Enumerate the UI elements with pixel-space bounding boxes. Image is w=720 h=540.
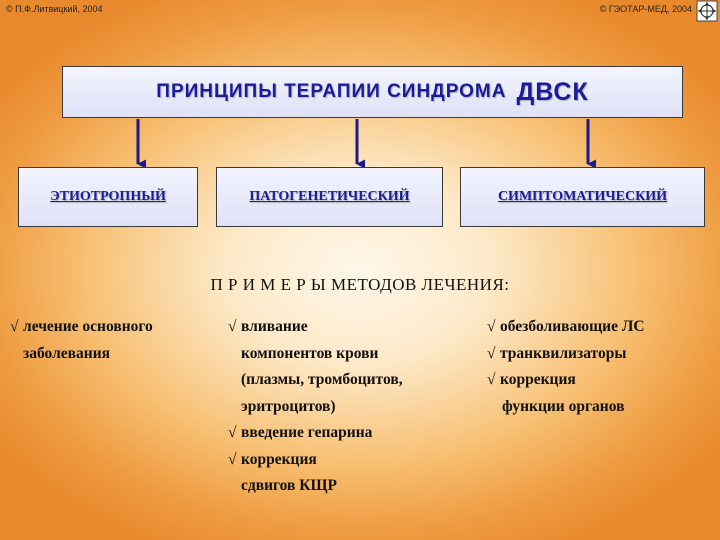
list-item xyxy=(228,447,403,474)
item-text: коррекция xyxy=(241,450,317,468)
item-text: введение гепарина xyxy=(241,424,373,441)
category-pathogenetic xyxy=(216,167,443,227)
category-label: ЭТИОТРОПНЫЙ xyxy=(50,189,166,204)
check-mark: √ xyxy=(487,344,496,362)
category-etiotropic xyxy=(18,167,198,227)
check-mark: √ xyxy=(228,318,237,335)
item-text: эритроцитов) xyxy=(241,397,336,415)
column-pathogenetic xyxy=(228,314,403,500)
item-text: обезболивающие ЛС xyxy=(500,318,645,335)
list-item xyxy=(228,420,403,447)
list-item xyxy=(10,314,153,341)
item-text: транквилизаторы xyxy=(500,344,627,362)
item-text: (плазмы, тромбоцитов, xyxy=(241,371,403,388)
item-text: компонентов крови xyxy=(241,344,379,362)
item-text: функции органов xyxy=(502,397,625,415)
column-etiotropic xyxy=(10,314,153,367)
item-text: лечение основного xyxy=(23,318,153,335)
list-item xyxy=(487,314,645,341)
title-abbreviation: ДВСК xyxy=(516,77,589,106)
check-mark: √ xyxy=(228,424,237,441)
copyright-right: © ГЭОТАР-МЕД, 2004 xyxy=(599,4,692,14)
examples-heading: П Р И М Е Р Ы МЕТОДОВ ЛЕЧЕНИЯ: xyxy=(210,275,510,294)
category-label: СИМПТОМАТИЧЕСКИЙ xyxy=(497,189,668,204)
item-text: сдвигов КЩР xyxy=(241,477,338,494)
item-text: заболевания xyxy=(23,344,111,362)
category-label: ПАТОГЕНЕТИЧЕСКИЙ xyxy=(249,189,410,204)
title-text: ПРИНЦИПЫ ТЕРАПИИ СИНДРОМА xyxy=(156,81,507,102)
check-mark: √ xyxy=(487,371,496,388)
check-mark: √ xyxy=(487,318,496,335)
copyright-left: © П.Ф.Литвицкий, 2004 xyxy=(6,4,103,14)
column-symptomatic xyxy=(487,314,645,420)
list-item xyxy=(487,367,645,394)
item-text: коррекция xyxy=(500,371,576,388)
category-symptomatic xyxy=(460,167,705,227)
list-item xyxy=(487,341,645,368)
list-item xyxy=(228,314,403,341)
check-mark: √ xyxy=(228,450,237,468)
item-text: вливание xyxy=(241,318,308,335)
check-mark: √ xyxy=(10,318,19,335)
